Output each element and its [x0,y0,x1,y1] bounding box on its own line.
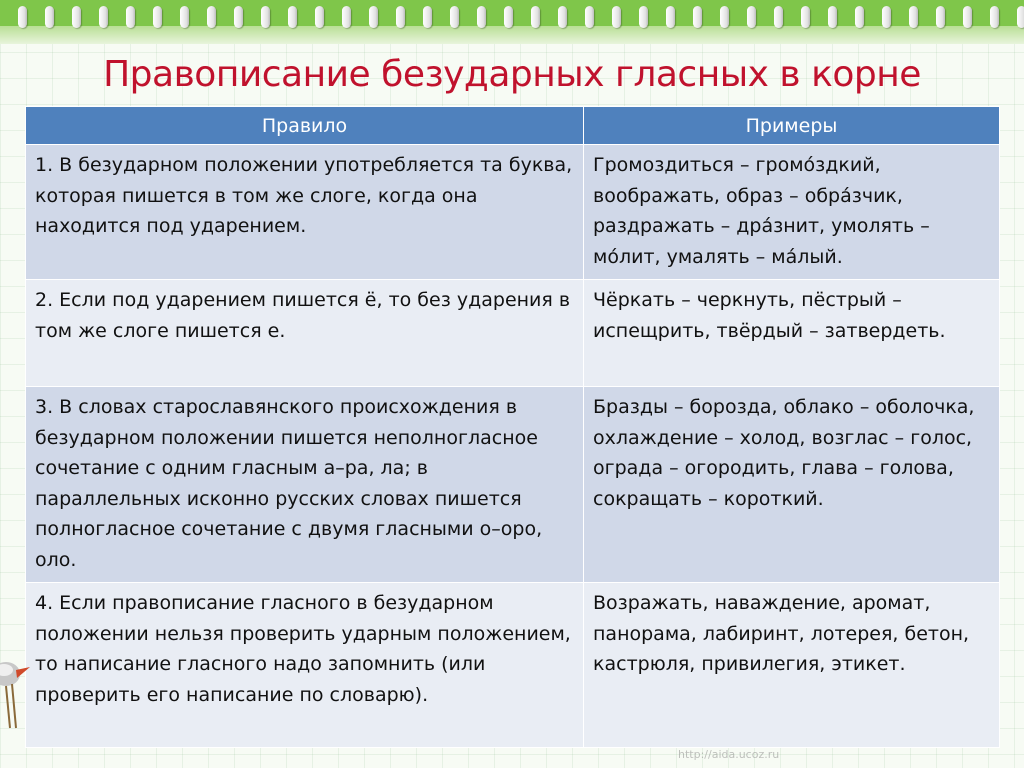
binding-ring [45,6,54,28]
table-row [26,145,1000,280]
binding-ring [666,6,675,28]
binding-ring [936,6,945,28]
slide-title: Правописание безударных гласных в корне [103,54,921,95]
binding-ring [396,6,405,28]
binding-ring [342,6,351,28]
binding-ring [369,6,378,28]
binding-ring [315,6,324,28]
examples-cell: Чёркать – черкнуть, пёстрый – испещрить, твёрдый – затвердеть. [584,280,1000,387]
binding-ring [585,6,594,28]
binding-ring [909,6,918,28]
binding-ring [72,6,81,28]
binding-ring [693,6,702,28]
header-rule: Правило [26,107,584,145]
binding-ring [234,6,243,28]
binding-ring [612,6,621,28]
binding-ring [261,6,270,28]
binding-ring [477,6,486,28]
binding-ring [828,6,837,28]
binding-ring [423,6,432,28]
examples-cell: Возражать, наваждение, аромат, панорама, лабиринт, лотерея, бетон, кастрюля, привилегия, этикет. [584,583,1000,748]
binding-ring [1017,6,1024,28]
examples-cell: Громоздиться – громо́здкий, воображать, образ – обра́зчик, раздражать – дра́знит, умолять – мо́лит, умалять – ма́лый. [584,145,1000,280]
table-header-row [26,107,1000,145]
table-row [26,387,1000,583]
rule-cell: 4. Если правописание гласного в безударном положении нельзя проверить ударным положением, то написание гласного надо запомнить (или проверить его написание по словарю). [26,583,584,748]
binding-ring [747,6,756,28]
binding-ring [450,6,459,28]
rules-table [25,106,1000,748]
binding-ring [990,6,999,28]
binding-ring [180,6,189,28]
binding-ring [126,6,135,28]
binding-ring [855,6,864,28]
binding-ring [18,6,27,28]
binding-ring [963,6,972,28]
rule-cell: 1. В безударном положении употребляется та буква, которая пишется в том же слоге, когда она находится под ударением. [26,145,584,280]
binding-ring [720,6,729,28]
binding-ring [531,6,540,28]
binding-ring [504,6,513,28]
binding-ring [153,6,162,28]
rule-cell: 2. Если под ударением пишется ё, то без ударения в том же слоге пишется е. [26,280,584,387]
binding-ring [207,6,216,28]
header-examples: Примеры [584,107,1000,145]
binding-ring [774,6,783,28]
examples-cell: Бразды – борозда, облако – оболочка, охлаждение – холод, возглас – голос, ограда – огородить, глава – голова, сокращать – короткий. [584,387,1000,583]
binding-ring [801,6,810,28]
binding-ring [558,6,567,28]
bird-decoration-icon [0,640,30,730]
table-row [26,583,1000,748]
binding-ring [639,6,648,28]
table-row [26,280,1000,387]
binding-rings [0,0,1024,30]
binding-ring [882,6,891,28]
watermark-text: http://aida.ucoz.ru [678,748,780,761]
rule-cell: 3. В словах старославянского происхождения в безударном положении пишется неполногласное сочетание с одним гласным а–ра, ла; в параллельных исконно русских словах пишется полногласное сочетание с двумя гласными о–оро, оло. [26,387,584,583]
binding-ring [288,6,297,28]
binding-ring [99,6,108,28]
